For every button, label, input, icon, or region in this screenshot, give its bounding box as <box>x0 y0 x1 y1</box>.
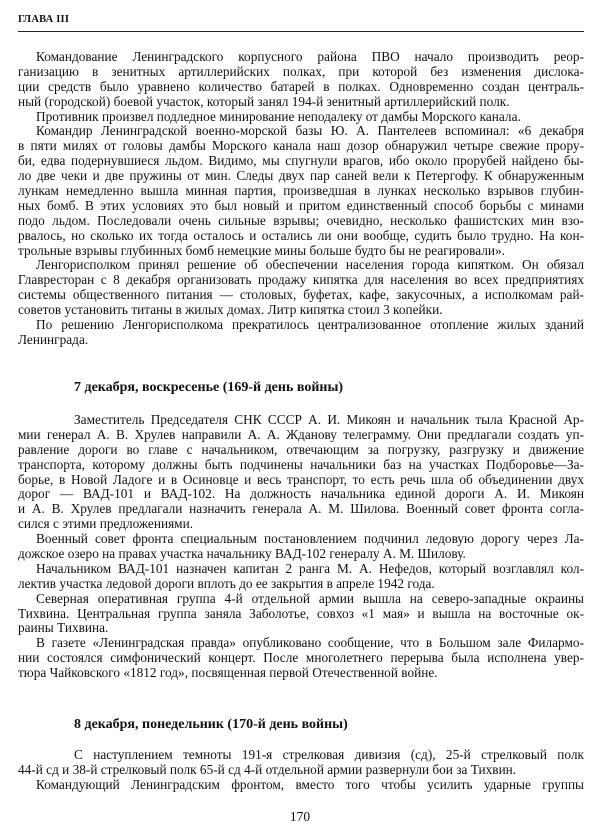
text-line: сился с этими предложениями. <box>18 517 194 532</box>
paragraph <box>18 778 584 793</box>
text-line: раины Тихвина. <box>18 621 109 636</box>
text-line: Заместитель Председателя СНК СССР А. И. Микоян и начальник тыла Красной Ар- <box>74 413 584 427</box>
text-line: дорог — ВАД-101 и ВАД-102. На должность начальника единой дороги А. И. Микоян <box>18 487 584 502</box>
text-line: рвалось, но сколько их тогда осталось и остались ли они вообще, судить было трудно. На кон- <box>18 228 584 243</box>
text-line: советов установить титаны в жилых домах. Литр кипятка стоил 3 копейки. <box>18 303 443 318</box>
section-dec-7 <box>18 413 584 681</box>
text-line: Северная оперативная группа 4-й отдельной армии вышла на северо-западные окраины <box>36 591 584 606</box>
text-line: транспорта, которому должны быть подчинены начальники баз на участках Подборовье—За- <box>18 457 584 472</box>
section-heading-dec-8: 8 декабря, понедельник (170-й день войны) <box>74 717 348 732</box>
text-line: в пяти милях от головы дамбы Морского канала наш дозор обнаружил четыре свежие прору- <box>18 139 584 154</box>
text-line: Командир Ленинградской военно-морской базы Ю. А. Пантелеев вспоминал: «6 декабря <box>36 124 584 139</box>
text-line: борье, в Новой Ладоге и в Осиновце и весь транспорт, то есть речь шла об объединении двух <box>18 472 584 487</box>
text-line: ный (городской) боевой участок, который занял 194-й зенитный артиллерийский полк. <box>18 94 510 109</box>
text-line: лункам немедленно вышла минная партия, произведшая в лунках несколько взрывов глубин- <box>18 184 584 199</box>
paragraph <box>18 532 584 562</box>
text-line: Военный совет фронта специальным постановлением подчинил ледовую дорогу через Ла- <box>36 532 584 547</box>
section-dec-8 <box>18 748 584 793</box>
paragraph <box>18 110 584 125</box>
section-intro <box>18 50 584 348</box>
text-line: и А. В. Хрулев предлагали назначить генерала А. М. Шилова. Военный совет фронта согла- <box>18 502 584 517</box>
running-head: ГЛАВА III <box>18 14 70 25</box>
text-line: С наступлением темноты 191-я стрелковая дивизия (сд), 25-й стрелковый полк <box>74 748 584 762</box>
text-line: ции средств было уравнено количество батарей в полках. Одновременно создан централь- <box>18 79 584 94</box>
paragraph <box>18 124 584 258</box>
text-line: Главресторан с 8 декабря организовать продажу кипятка для населения во всех предприятиях <box>18 273 584 288</box>
text-line: Ленгорисполком принял решение об обеспечении населения города кипятком. Он обязал <box>36 258 584 273</box>
section-heading-dec-7: 7 декабря, воскресенье (169-й день войны) <box>74 380 344 395</box>
text-line: По решению Ленгорисполкома прекратилось централизованное отопление жилых зданий <box>36 318 584 333</box>
text-line: тюра Чайковского «1812 год», посвященная первой Отечественной войне. <box>18 666 438 681</box>
paragraph <box>18 636 584 681</box>
text-line: Начальником ВАД-101 назначен капитан 2 ранга М. А. Нефедов, который возглавлял кол- <box>36 561 584 576</box>
paragraph <box>18 748 584 778</box>
text-line: Ленинграда. <box>18 332 89 347</box>
text-line: 44-й сд и 38-й стрелковый полк 65-й сд 4-й отдельной армии развернули бои за Тихвин. <box>18 762 517 777</box>
paragraph <box>18 258 584 318</box>
text-line: В газете «Ленинградская правда» опубликовано сообщение, что в Большом зале Филармо- <box>36 636 584 651</box>
text-line: мии генерал А. В. Хрулев направили А. А. Жданову телеграмму. Они предлагали создать уп- <box>18 427 584 442</box>
text-line: Командование Ленинградского корпусного района ПВО начало производить реор- <box>36 50 584 64</box>
text-line: лектив участка ледовой дороги вплоть до ее закрытия в апреле 1942 года. <box>18 576 435 591</box>
paragraph <box>18 413 584 532</box>
text-line: ганизацию в зенитных артиллерийских полках, при которой без изменения дислока- <box>18 64 584 79</box>
text-line: Командующий Ленинградским фронтом, вместо того чтобы усилить ударные группы <box>36 777 584 792</box>
text-line: системы общественного питания — столовых, буфетах, кафе, закусочных, а исполкомам рай- <box>18 288 584 303</box>
text-line: дожское озеро на правах участка начальнику ВАД-102 генералу А. М. Шилову. <box>18 547 466 562</box>
text-line: би, едва подернувшиеся льдом. Видимо, мы спугнули врагов, ибо около прорубей найдено бы- <box>18 154 584 169</box>
text-line: подо льдом. Последовали очень сильные взрывы; очевидно, несколько фашистских мин взо- <box>18 213 584 228</box>
text-line: Противник произвел подледное минирование неподалеку от дамбы Морского канала. <box>36 109 521 124</box>
text-line: нии состоялся симфонический концерт. После многолетнего перерыва была исполнена увер- <box>18 651 584 666</box>
text-line: трольные взрывы глубинных бомб немецкие мины больше будто бы не реагировали». <box>18 243 505 258</box>
page-number: 170 <box>289 809 311 824</box>
paragraph <box>18 562 584 592</box>
text-line: ло две чеки и две пружины от мин. Следы двух пар саней вели к Петергофу. К обнаруженным <box>18 169 584 184</box>
paragraph <box>18 592 584 637</box>
text-line: ных бомб. В этих условиях это был новый и притом единственный способ борьбы с минами <box>18 198 584 213</box>
header-rule <box>18 31 584 32</box>
text-line: Тихвина. Центральная группа заняла Заболотье, совхоз «1 мая» и вышла на восточные ок- <box>18 606 584 621</box>
paragraph <box>18 318 584 348</box>
text-line: равление дороги во главе с начальником, отвечающим за погрузку, разгрузку и движение <box>18 442 584 457</box>
paragraph <box>18 50 584 110</box>
